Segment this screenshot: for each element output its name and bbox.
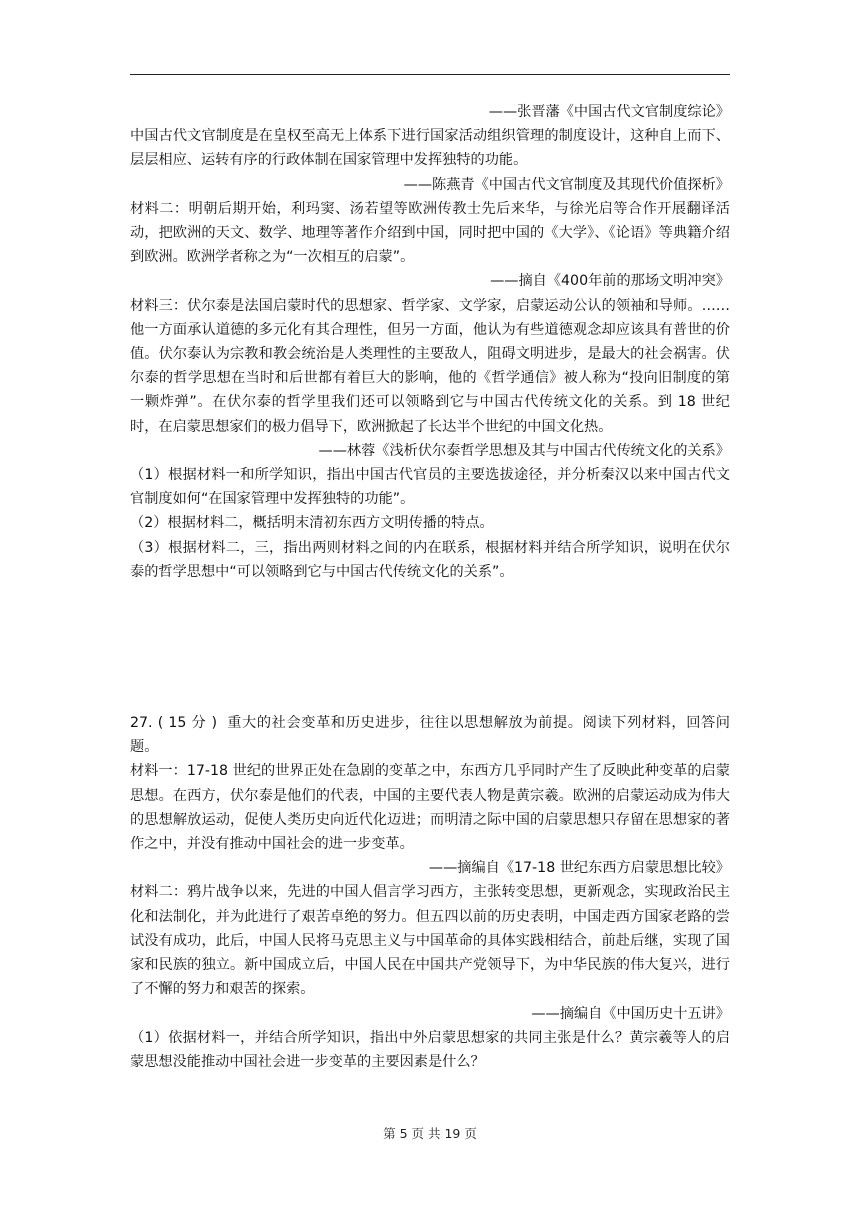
material-two: 材料二：明朝后期开始，利玛窦、汤若望等欧洲传教士先后来华，与徐光启等合作开展翻译活动，把欧洲的天文、数学、地理等著作介绍到中国，同时把中国的《大学》、《论语》等典籍介绍到欧洲。欧洲学者称之为“一次相互的启蒙”。 — [130, 200, 730, 266]
question-1: （1）依据材料一，并结合所学知识，指出中外启蒙思想家的共同主张是什么？黄宗羲等人的启蒙思想没能推动中国社会进一步变革的主要因素是什么？ — [130, 1029, 730, 1070]
material-three: 材料三：伏尔泰是法国启蒙时代的思想家、哲学家、文学家，启蒙运动公认的领袖和导师。……他一方面承认道德的多元化有其合理性，但另一方面，他认为有些道德观念却应该具有普世的价值。伏尔泰认为宗教和教会统治是人类理性的主要敌人，阻碍文明进步，是最大的社会祸害。伏尔泰的哲学思想在当时和后世都有着巨大的影响，他的《哲学通信》被人称为“投向旧制度的第一颗炸弹”。在伏尔泰的哲学里我们还可以领略到它与中国古代传统文化的关系。到 18 世纪时，在启蒙思想家们的极力倡导下，欧洲掀起了长达半个世纪的中国文化热。 — [130, 297, 730, 435]
source-citation: ——摘编自《17-18 世纪东西方启蒙思想比较》 — [428, 860, 730, 877]
source-citation: ——摘编自《中国历史十五讲》 — [531, 1005, 730, 1022]
source-citation: ——陈燕青《中国古代文官制度及其现代价值探析》 — [403, 176, 730, 193]
header-rule — [130, 74, 730, 75]
question-27-heading: 27. ( 15 分 ) 重大的社会变革和历史进步，往往以思想解放为前提。阅读下列材料，回答问题。 — [130, 715, 730, 756]
question-1: （1）根据材料一和所学知识，指出中国古代官员的主要选拔途径，并分析秦汉以来中国古代文官制度如何“在国家管理中发挥独特的功能”。 — [130, 467, 730, 508]
material-one: 材料一：17-18 世纪的世界正处在急剧的变革之中，东西方几乎同时产生了反映此种变革的启蒙思想。在西方，伏尔泰是他们的代表，中国的主要代表人物是黄宗羲。欧洲的启蒙运动成为伟大的思想解放运动，促使人类历史向近代化迈进；而明清之际中国的启蒙思想只存留在思想家的著作之中，并没有推动中国社会的进一步变革。 — [130, 763, 730, 853]
source-citation: ——林蓉《浅析伏尔泰哲学思想及其与中国古代传统文化的关系》 — [318, 442, 730, 459]
source-citation: ——摘自《400年前的那场文明冲突》 — [490, 273, 730, 290]
material-two: 材料二：鸦片战争以来，先进的中国人倡言学习西方，主张转变思想，更新观念，实现政治民主化和法制化，并为此进行了艰苦卓绝的努力。但五四以前的历史表明，中国走西方国家老路的尝试没有成功，此后，中国人民将马克思主义与中国革命的具体实践相结合，前赴后继，实现了国家和民族的独立。新中国成立后，中国人民在中国共产党领导下，为中华民族的伟大复兴，进行了不懈的努力和艰苦的探索。 — [130, 884, 730, 998]
paragraph: 中国古代文官制度是在皇权至高无上体系下进行国家活动组织管理的制度设计，这种自上而下、层层相应、运转有序的行政体制在国家管理中发挥独特的功能。 — [130, 128, 730, 169]
answer-space — [130, 584, 730, 711]
page-footer: 第 5 页 共 19 页 — [383, 1126, 477, 1141]
page-body — [130, 100, 730, 1074]
source-citation: ——张晋藩《中国古代文官制度综论》 — [488, 104, 730, 120]
question-3: （3）根据材料二，三，指出两则材料之间的内在联系，根据材料并结合所学知识，说明在伏尔泰的哲学思想中“可以领略到它与中国古代传统文化的关系”。 — [130, 539, 730, 580]
question-2: （2）根据材料二，概括明末清初东西方文明传播的特点。 — [130, 515, 494, 532]
